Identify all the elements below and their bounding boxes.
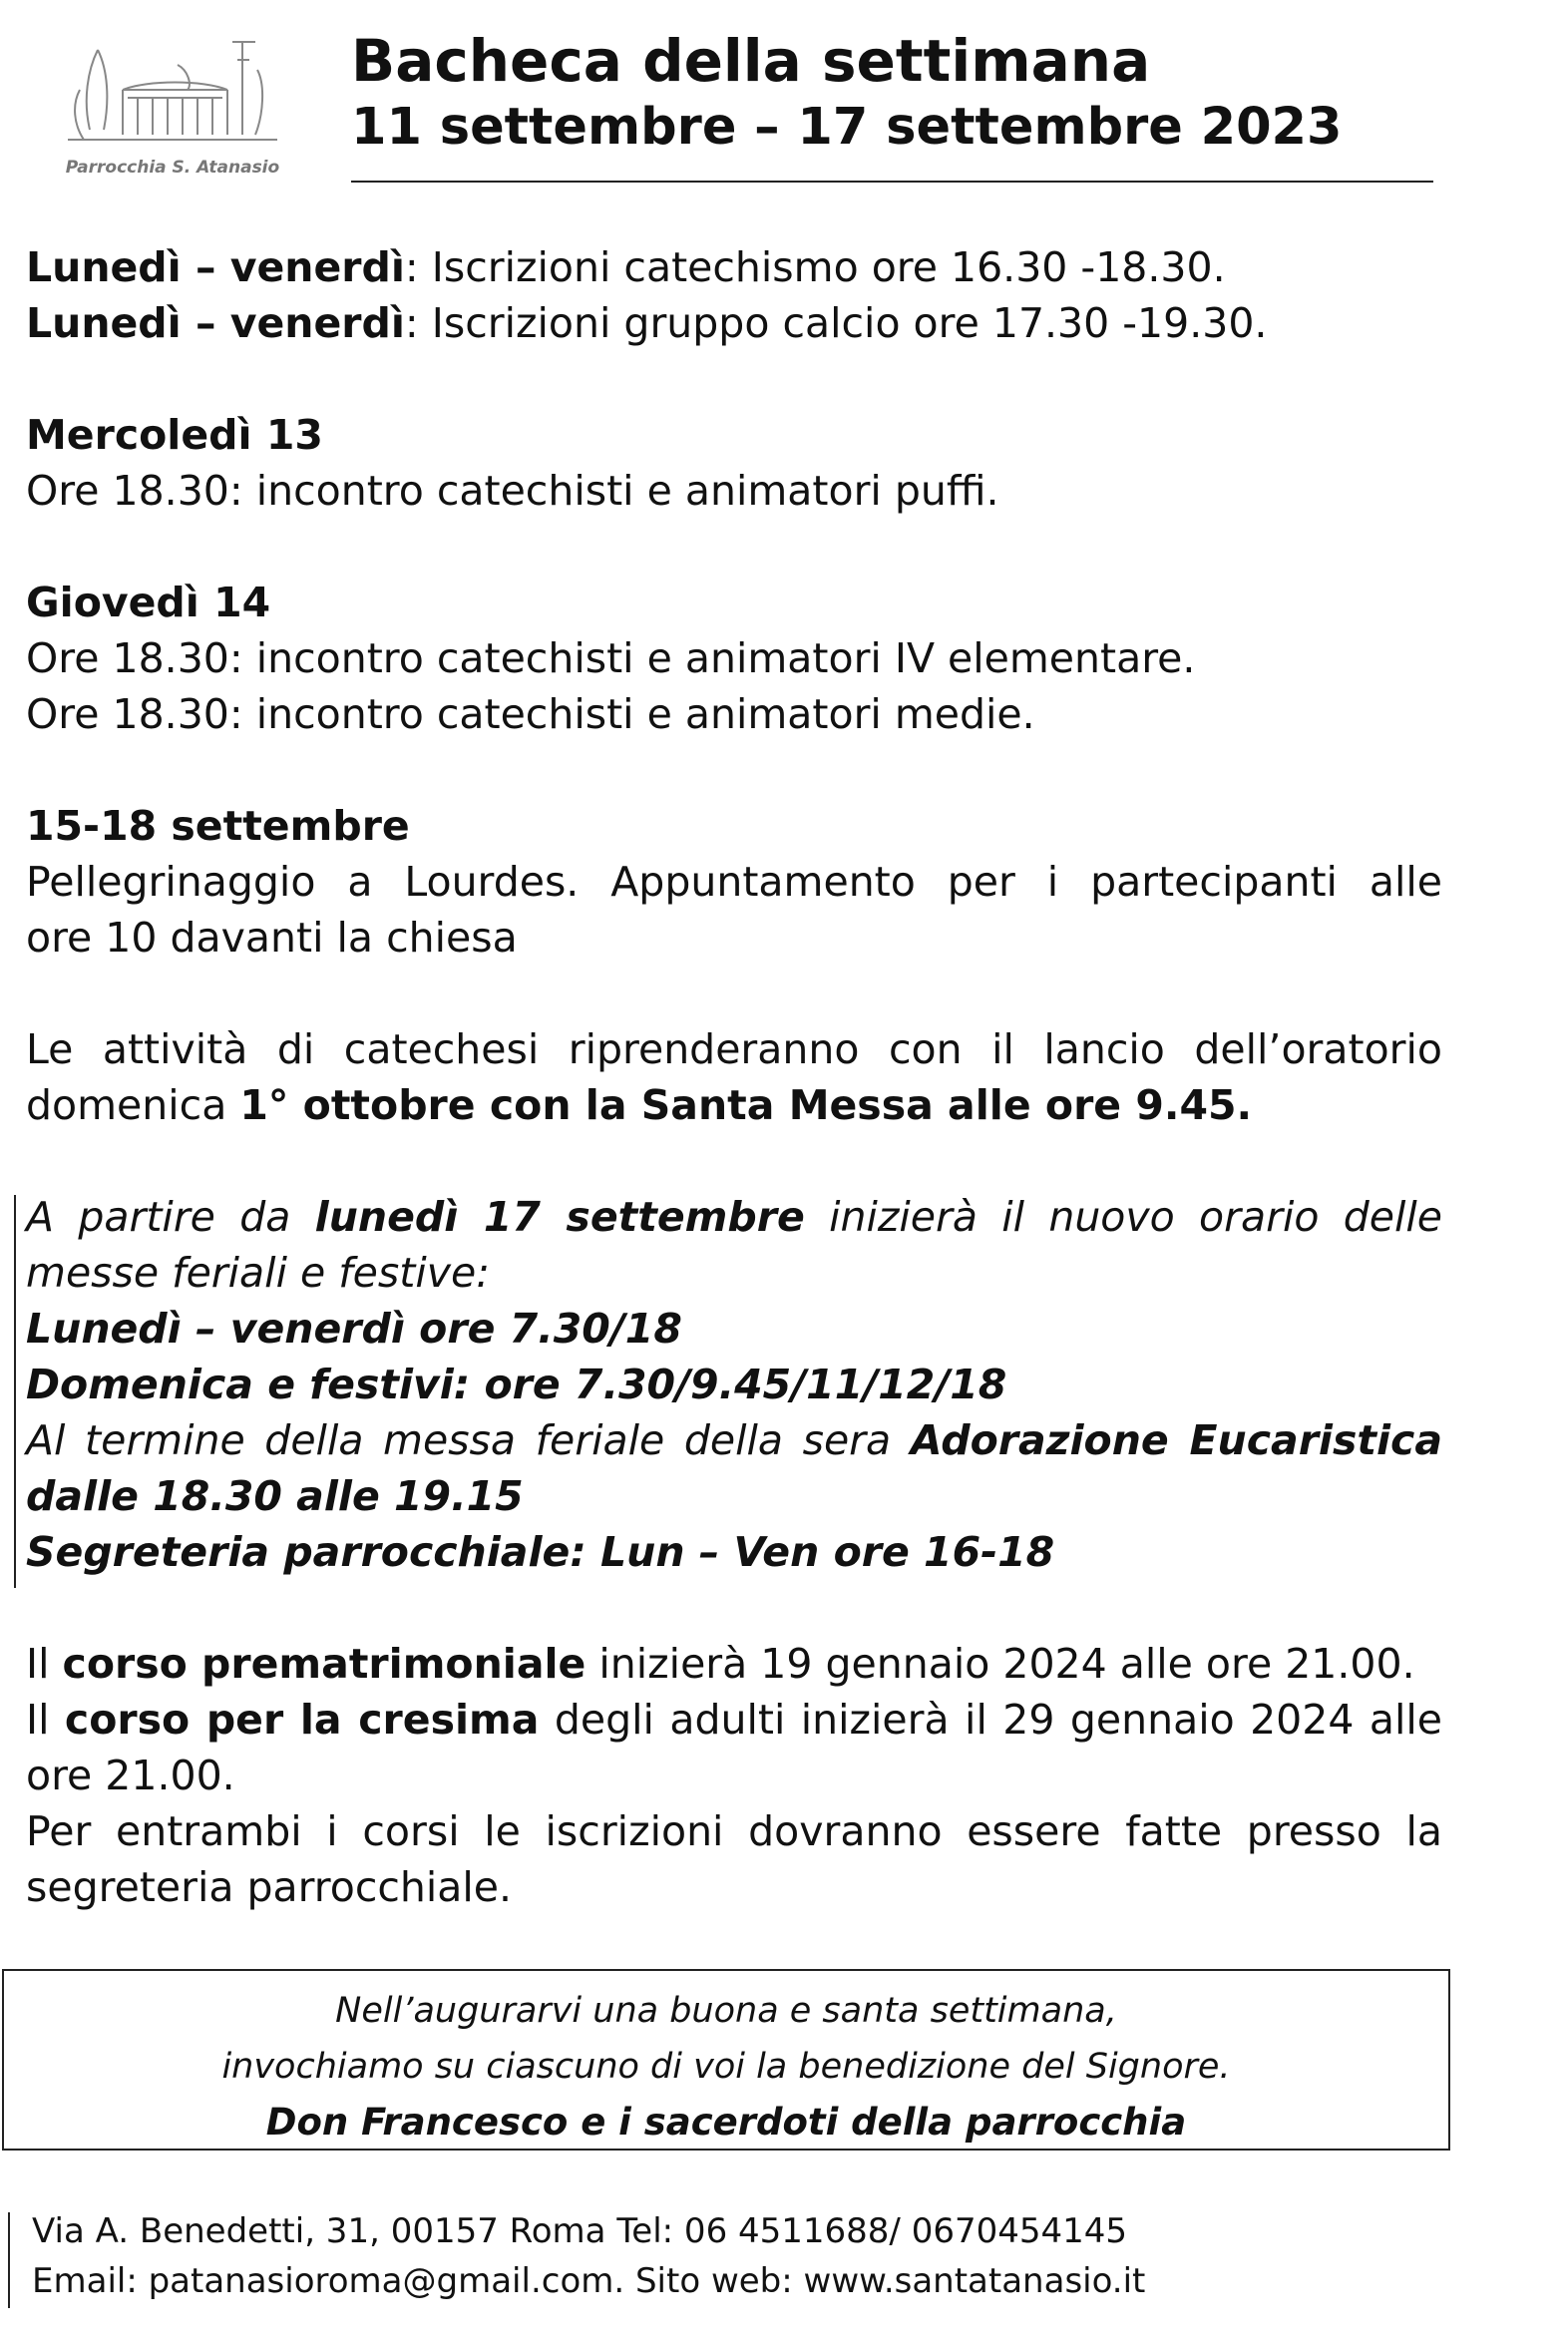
date-range: 11 settembre – 17 settembre 2023 (351, 98, 1343, 157)
notice-text: Ore 18.30: incontro catechisti e animatori medie. (26, 690, 1035, 738)
margin-bar (14, 1195, 16, 1588)
office-hours: Segreteria parrocchiale: Lun – Ven ore 16-18 (26, 1528, 1055, 1576)
greeting-line: invochiamo su ciascuno di voi la benedizione del Signore. (221, 2047, 1231, 2087)
notice-text: A partire da (26, 1193, 315, 1241)
section-heading: Giovedì 14 (26, 579, 271, 626)
section-heading: Mercoledì 13 (26, 411, 323, 459)
notice-text: inizierà 19 gennaio 2024 alle ore 21.00. (586, 1640, 1415, 1688)
notice-highlight: Adorazione Eucaristica (910, 1416, 1442, 1464)
notice-highlight: lunedì 17 settembre (314, 1193, 805, 1241)
notice-text: Al termine della messa feriale della sera (26, 1416, 911, 1464)
notice-line (26, 1189, 1442, 1245)
notice-content (26, 239, 1442, 1915)
notice-line (26, 1636, 1442, 1692)
day-label: Lunedì – venerdì (26, 299, 405, 347)
contact-info: Email: patanasioroma@gmail.com. Sito web: www.santatanasio.it (32, 2261, 1146, 2301)
notice-line (26, 295, 1442, 351)
notice-line (26, 1412, 1442, 1468)
margin-bar (8, 2212, 10, 2308)
notice-text: messe feriali e festive: (26, 1249, 491, 1297)
notice-text: ore 21.00. (26, 1752, 235, 1799)
notice-text: degli adulti inizierà il 29 gennaio 2024 alle (539, 1696, 1442, 1744)
notice-highlight: 1° ottobre con la Santa Messa alle ore 9.45. (239, 1081, 1253, 1129)
signature: Don Francesco e i sacerdoti della parrocchia (265, 2101, 1187, 2144)
notice-text: : Iscrizioni gruppo calcio ore 17.30 -19.30. (404, 299, 1268, 347)
parish-logo (28, 30, 317, 180)
page-title: Bacheca della settimana (351, 27, 1151, 95)
notice-text: Ore 18.30: incontro catechisti e animatori IV elementare. (26, 634, 1196, 682)
notice-text: segreteria parrocchiale. (26, 1863, 513, 1911)
notice-line (26, 239, 1442, 295)
notice-line (26, 1692, 1442, 1748)
notice-text: Il (26, 1696, 65, 1744)
notice-text: inizierà il nuovo orario delle (804, 1193, 1442, 1241)
course-name: corso per la cresima (64, 1696, 540, 1744)
logo-caption: Parrocchia S. Atanasio (65, 158, 280, 178)
notice-text: ore 10 davanti la chiesa (26, 914, 518, 962)
greeting-line: Nell’augurarvi una buona e santa settimana, (335, 1991, 1117, 2031)
notice-line (26, 1077, 1442, 1133)
weekday-masses: Lunedì – venerdì ore 7.30/18 (26, 1305, 682, 1353)
footer (32, 2206, 1145, 2306)
notice-text: Per entrambi i corsi le iscrizioni dovranno essere fatte presso la (26, 1807, 1442, 1855)
greeting-box (2, 1969, 1450, 2151)
mass-schedule-block (26, 1189, 1442, 1580)
section-heading: 15-18 settembre (26, 802, 410, 850)
notice-text: Il (26, 1640, 63, 1688)
header-divider (351, 181, 1433, 183)
page-header (351, 26, 1433, 160)
sunday-masses: Domenica e festivi: ore 7.30/9.45/11/12/18 (26, 1361, 1007, 1408)
course-name: corso prematrimoniale (62, 1640, 587, 1688)
adoration-time: dalle 18.30 alle 19.15 (26, 1472, 524, 1520)
notice-text: Ore 18.30: incontro catechisti e animatori puffi. (26, 467, 999, 515)
notice-text: domenica (26, 1081, 240, 1129)
notice-text: Le attività di catechesi riprenderanno con il lancio dell’oratorio (26, 1025, 1442, 1073)
day-label: Lunedì – venerdì (26, 243, 405, 291)
address: Via A. Benedetti, 31, 00157 Roma Tel: 06 4511688/ 0670454145 (32, 2211, 1128, 2251)
notice-text: : Iscrizioni catechismo ore 16.30 -18.30. (404, 243, 1226, 291)
notice-text: Pellegrinaggio a Lourdes. Appuntamento per i partecipanti alle (26, 858, 1442, 906)
